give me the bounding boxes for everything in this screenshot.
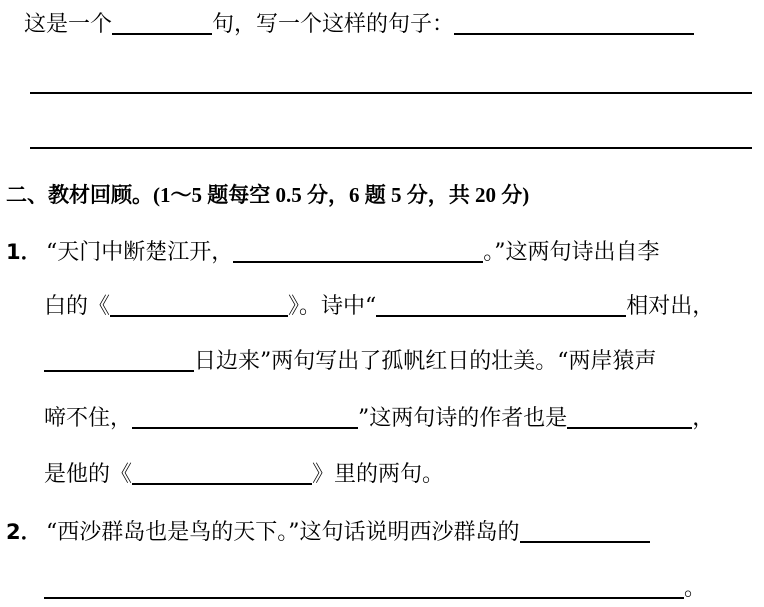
q1-line4-mid: ”这两句诗的作者也是 — [358, 406, 568, 431]
section-heading — [6, 180, 529, 210]
example-sentence-blank[interactable] — [454, 11, 694, 35]
intro-line — [24, 10, 694, 40]
q1-poem-title-blank-2[interactable] — [132, 461, 312, 485]
section-scoring: (1～5 题每空 0.5 分，6 题 5 分，共 20 分) — [153, 183, 530, 207]
q1-author-blank[interactable] — [567, 405, 692, 429]
q1-line1-start: “天门中断楚江开， — [46, 240, 234, 265]
q2-blank-2[interactable] — [44, 575, 684, 599]
q1-line4-start: 啼不住， — [44, 406, 133, 431]
q1-line2-start: 白的《 — [44, 294, 111, 319]
q1-line2-end: 相对出， — [626, 294, 715, 319]
q1-line5-start: 是他的《 — [44, 462, 133, 487]
intro-middle: 句，写一个这样的句子： — [212, 12, 455, 37]
q1-line4-end: ， — [692, 406, 715, 431]
q2-line2-end: 。 — [684, 576, 707, 601]
q1-number: 1． — [6, 240, 42, 264]
q2-line1: “西沙群岛也是鸟的天下。”这句话说明西沙群岛的 — [46, 520, 520, 545]
q2-blank-1[interactable] — [520, 519, 650, 543]
q1-line-5 — [44, 460, 444, 490]
q1-line1-end: 。”这两句诗出自李 — [483, 240, 660, 265]
q1-poem-title-blank[interactable] — [110, 293, 288, 317]
sentence-type-blank[interactable] — [112, 11, 212, 35]
q1-line-2 — [44, 292, 714, 322]
q2-number: 2． — [6, 520, 42, 544]
q1-line-4 — [44, 404, 714, 434]
q1-line3-end: 日边来”两句写出了孤帆红日的壮美。“两岸猿声 — [194, 349, 657, 374]
q1-blank-3[interactable] — [44, 348, 194, 372]
q2-line-2 — [44, 574, 706, 604]
intro-prefix: 这是一个 — [24, 12, 113, 37]
q1-blank-1[interactable] — [233, 239, 483, 263]
q1-blank-4[interactable] — [132, 405, 358, 429]
answer-line-1[interactable] — [30, 92, 752, 94]
q1-blank-2[interactable] — [376, 293, 626, 317]
q1-line5-end: 》里的两句。 — [312, 462, 445, 487]
q1-line2-mid: 》。诗中“ — [288, 294, 377, 319]
answer-line-2[interactable] — [30, 147, 752, 149]
q1-line-3 — [44, 347, 657, 377]
q2-line-1 — [6, 517, 650, 548]
section-title: 二、教材回顾。 — [6, 182, 153, 207]
q1-line-1 — [6, 237, 660, 268]
